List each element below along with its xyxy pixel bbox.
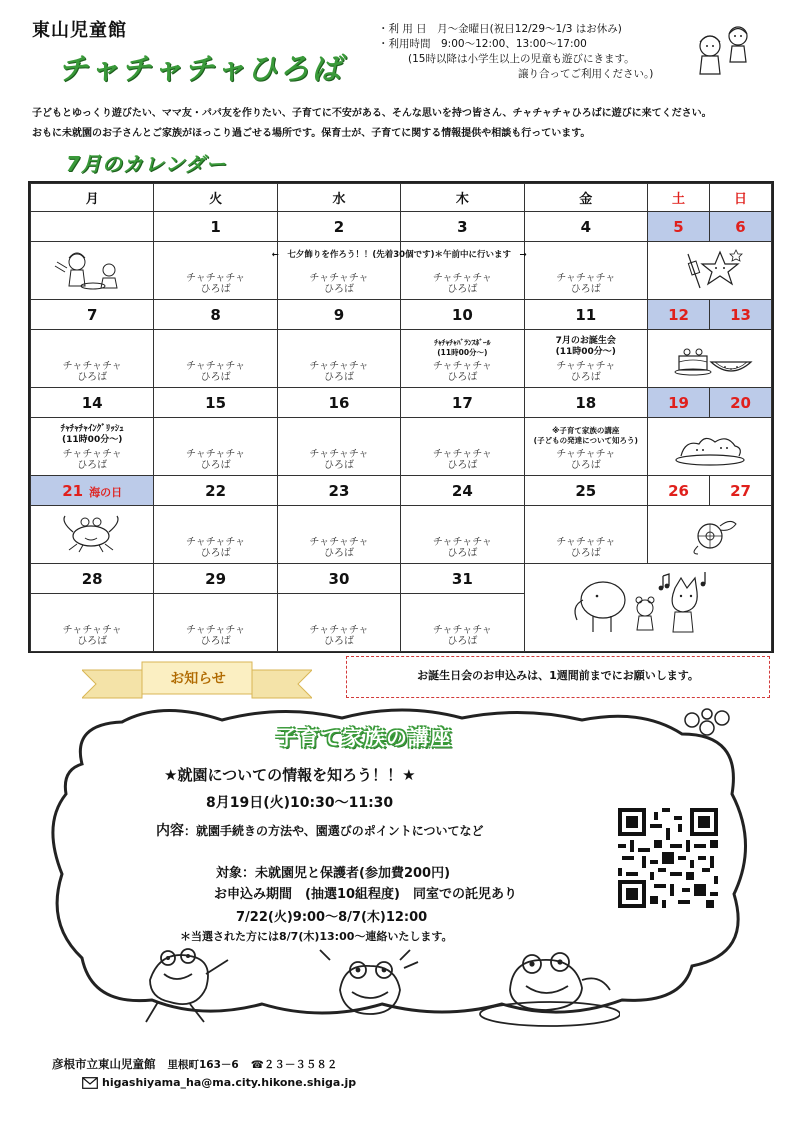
- activity-label: チャチャチャ: [309, 537, 369, 548]
- day-cell: [31, 330, 154, 388]
- date-cell: 15: [154, 388, 277, 418]
- intro-text: [32, 104, 772, 144]
- music-animals-cell: [524, 564, 771, 652]
- activity-label: ひろば: [200, 284, 231, 295]
- facility-name: 東山児童館: [32, 20, 127, 41]
- date-cell-weekend: 13: [710, 300, 772, 330]
- activity-label: チャチャチャ: [186, 625, 246, 636]
- day-cell: [401, 242, 524, 300]
- food-plate-icon: [665, 420, 755, 470]
- activity-label: チャチャチャ: [432, 361, 492, 372]
- footer-address: 里根町163－6: [167, 1059, 239, 1071]
- content-text: ：就園手続きの方法や、園選びのポイントについてなど: [184, 824, 484, 838]
- day-cell: [524, 242, 647, 300]
- qr-code-icon[interactable]: [618, 808, 718, 908]
- activity-label: ひろば: [77, 372, 108, 383]
- day-cell: [277, 506, 400, 564]
- date-cell: 22: [154, 476, 277, 506]
- day-cell: [31, 418, 154, 476]
- intro-line-1: 子どもとゆっくり遊びたい、ママ友・パパ友を作りたい、子育てに不安がある、そんな思いを持つ皆さん、チャチャチャひろばに遊びに来てください。: [32, 108, 712, 119]
- activity-label: ひろば: [77, 636, 108, 647]
- lecture-date: 8月19日(火)10:30～11:30: [206, 795, 394, 811]
- date-cell-weekend: 19: [648, 388, 710, 418]
- activity-label: ひろば: [323, 548, 354, 559]
- weekday-mon: 月: [31, 184, 154, 212]
- week-5-dates: [31, 564, 772, 594]
- date-cell-weekend: 26: [648, 476, 710, 506]
- day-cell: [401, 506, 524, 564]
- week-2-dates: [31, 300, 772, 330]
- date-cell: 16: [277, 388, 400, 418]
- mail-icon: [82, 1077, 98, 1089]
- content-label: 内容: [156, 823, 184, 839]
- footer-org-line: [52, 1056, 337, 1072]
- event-title: 7月のお誕生会: [555, 336, 616, 346]
- weekend-deco-cell: [648, 242, 772, 300]
- activity-label: チャチャチャ: [556, 273, 616, 284]
- activity-label: ひろば: [447, 548, 478, 559]
- morning-glory-icon: [670, 508, 750, 558]
- lecture-headline: ★就園についての情報を知ろう！！★: [164, 766, 416, 784]
- date-cell-holiday: [31, 476, 154, 506]
- week-4-activities: [31, 506, 772, 564]
- event-title: ﾁｬﾁｬﾁｬﾊﾞﾗﾝｽﾎﾞｰﾙ: [434, 338, 491, 347]
- date-cell: 4: [524, 212, 647, 242]
- day-cell: [31, 506, 154, 564]
- date-cell: 24: [401, 476, 524, 506]
- day-cell: [401, 418, 524, 476]
- event-subtitle: (子どもの発達について知ろう): [533, 436, 638, 445]
- activity-label: ひろば: [77, 460, 108, 471]
- date-cell: 17: [401, 388, 524, 418]
- day-cell: [524, 418, 647, 476]
- activity-label: チャチャチャ: [186, 273, 246, 284]
- tanabata-banner: ← 七夕飾りを作ろう！！(先着30個です)＊午前中に行います →: [271, 250, 527, 260]
- lecture-title: 子育て家族の講座: [276, 726, 452, 750]
- event-family-lecture: [525, 426, 647, 446]
- child-watering-icon: [47, 246, 137, 292]
- date-cell-weekend: 12: [648, 300, 710, 330]
- activity-label: ひろば: [447, 284, 478, 295]
- day-cell: [154, 506, 277, 564]
- week-2-activities: [31, 330, 772, 388]
- activity-label: ひろば: [570, 548, 601, 559]
- date-cell: 23: [277, 476, 400, 506]
- day-cell: [31, 242, 154, 300]
- activity-label: チャチャチャ: [556, 449, 616, 460]
- date-cell: 29: [154, 564, 277, 594]
- usage-note-2: 譲り合ってご利用ください。): [518, 68, 654, 80]
- event-balance-ball: [401, 338, 523, 358]
- usage-note-1: (15時以降は小学生以上の児童も遊びにきます。: [408, 53, 635, 65]
- event-time: (11時00分～): [437, 348, 488, 357]
- activity-label: チャチャチャ: [556, 361, 616, 372]
- date-cell-weekend: 20: [710, 388, 772, 418]
- day-cell: [401, 330, 524, 388]
- date-cell-weekend: 6: [710, 212, 772, 242]
- activity-label: チャチャチャ: [62, 449, 122, 460]
- event-birthday: [525, 336, 647, 358]
- day-cell: [277, 418, 400, 476]
- activity-label: チャチャチャ: [309, 449, 369, 460]
- date-cell: 14: [31, 388, 154, 418]
- activity-label: チャチャチャ: [432, 273, 492, 284]
- date-cell: 1: [154, 212, 277, 242]
- activity-label: チャチャチャ: [309, 273, 369, 284]
- kids-illustration-icon: [688, 24, 768, 84]
- date-cell: 28: [31, 564, 154, 594]
- date-cell: 8: [154, 300, 277, 330]
- activity-label: チャチャチャ: [186, 449, 246, 460]
- day-cell: [277, 242, 400, 300]
- date-cell: 3: [401, 212, 524, 242]
- weekday-sun: 日: [710, 184, 772, 212]
- date-cell: 9: [277, 300, 400, 330]
- activity-label: ひろば: [447, 460, 478, 471]
- activity-label: チャチャチャ: [432, 625, 492, 636]
- date-cell: 18: [524, 388, 647, 418]
- activity-label: チャチャチャ: [432, 449, 492, 460]
- date-cell: 30: [277, 564, 400, 594]
- usage-days: ・利 用 日 月～金曜日(祝日12/29～1/3 はお休み): [378, 23, 622, 35]
- lecture-target: 対象：未就園児と保護者(参加費200円): [216, 866, 451, 881]
- day-cell: [154, 594, 277, 652]
- activity-label: ひろば: [323, 284, 354, 295]
- footer-email-line: [82, 1076, 356, 1089]
- animals-music-icon: [563, 566, 733, 646]
- notice-label: お知らせ: [170, 671, 226, 687]
- activity-label: チャチャチャ: [432, 537, 492, 548]
- activity-label: チャチャチャ: [186, 361, 246, 372]
- crab-icon: [47, 510, 137, 556]
- event-time: (11時00分～): [62, 435, 123, 445]
- usage-info: [378, 22, 678, 82]
- week-1-activities: [31, 242, 772, 300]
- activity-label: ひろば: [570, 372, 601, 383]
- weekday-sat: 土: [648, 184, 710, 212]
- date-cell: [31, 212, 154, 242]
- date-cell-weekend: 5: [648, 212, 710, 242]
- calendar-heading: 7月のカレンダー: [66, 152, 227, 176]
- weekend-deco-cell: [648, 330, 772, 388]
- activity-label: ひろば: [447, 636, 478, 647]
- activity-label: ひろば: [200, 548, 231, 559]
- footer-org: 彦根市立東山児童館: [52, 1057, 156, 1071]
- day-cell: [31, 594, 154, 652]
- activity-label: チャチャチャ: [309, 625, 369, 636]
- activity-label: ひろば: [200, 372, 231, 383]
- lecture-content: [156, 820, 484, 840]
- activity-label: チャチャチャ: [556, 537, 616, 548]
- event-english: [31, 424, 153, 446]
- usage-hours: ・利用時間 9:00～12:00、13:00～17:00: [378, 38, 587, 50]
- activity-label: ひろば: [323, 636, 354, 647]
- frogs-illustration-icon: [140, 930, 620, 1030]
- event-title: ﾁｬﾁｬﾁｬｲﾝｸﾞﾘｯｼｭ: [60, 424, 124, 434]
- day-cell: [154, 242, 527, 300]
- week-1-dates: [31, 212, 772, 242]
- activity-label: チャチャチャ: [62, 361, 122, 372]
- intro-line-2: おもに未就園のお子さんとご家族がほっこり過ごせる場所です。保育士が、子育てに関する情報提供や相談も行っています。: [32, 128, 591, 139]
- holiday-name: 海の日: [89, 485, 123, 499]
- program-title: チャチャチャひろば: [58, 52, 344, 87]
- day-cell: [277, 330, 400, 388]
- day-cell: [154, 330, 277, 388]
- weekday-tue: 火: [154, 184, 277, 212]
- watermelon-cake-icon: [665, 332, 755, 382]
- activity-label: ひろば: [200, 636, 231, 647]
- activity-label: ひろば: [447, 372, 478, 383]
- holiday-date: 21: [62, 481, 84, 500]
- activity-label: チャチャチャ: [62, 625, 122, 636]
- footer-email[interactable]: higashiyama_ha@ma.city.hikone.shiga.jp: [102, 1076, 357, 1089]
- weekday-wed: 水: [277, 184, 400, 212]
- activity-label: ひろば: [200, 460, 231, 471]
- birthday-notice: お誕生日会のお申込みは、1週間前までにお願いします。: [346, 656, 770, 698]
- activity-label: チャチャチャ: [309, 361, 369, 372]
- lecture-note: ＊当選された方には8/7(木)13:00～連絡いたします。: [180, 930, 453, 943]
- day-cell: [401, 594, 524, 652]
- weekday-fri: 金: [524, 184, 647, 212]
- date-cell: 11: [524, 300, 647, 330]
- lecture-apply: お申込み期間 (抽選10組程度) 同室での託児あり: [214, 887, 517, 902]
- date-cell: 2: [277, 212, 400, 242]
- event-title: ※子育て家族の講座: [552, 426, 620, 435]
- week-3-dates: [31, 388, 772, 418]
- activity-label: ひろば: [323, 460, 354, 471]
- lecture-period: 7/22(火)9:00～8/7(木)12:00: [236, 910, 428, 925]
- activity-label: チャチャチャ: [186, 537, 246, 548]
- date-cell: 10: [401, 300, 524, 330]
- event-time: (11時00分～): [555, 347, 616, 357]
- tanabata-star-icon: [670, 244, 750, 294]
- weekend-deco-cell: [648, 506, 772, 564]
- footer-tel: ☎２３－３５８２: [250, 1059, 338, 1071]
- date-cell: 31: [401, 564, 524, 594]
- weekday-thu: 木: [401, 184, 524, 212]
- activity-label: ひろば: [323, 372, 354, 383]
- activity-label: ひろば: [570, 460, 601, 471]
- weekend-deco-cell: [648, 418, 772, 476]
- day-cell: [524, 506, 647, 564]
- calendar: [28, 181, 774, 653]
- day-cell: [154, 418, 277, 476]
- day-cell: [524, 330, 647, 388]
- weekday-header-row: [31, 184, 772, 212]
- date-cell-weekend: 27: [710, 476, 772, 506]
- week-3-activities: [31, 418, 772, 476]
- date-cell: 7: [31, 300, 154, 330]
- week-4-dates: [31, 476, 772, 506]
- day-cell: [277, 594, 400, 652]
- date-cell: 25: [524, 476, 647, 506]
- activity-label: ひろば: [570, 284, 601, 295]
